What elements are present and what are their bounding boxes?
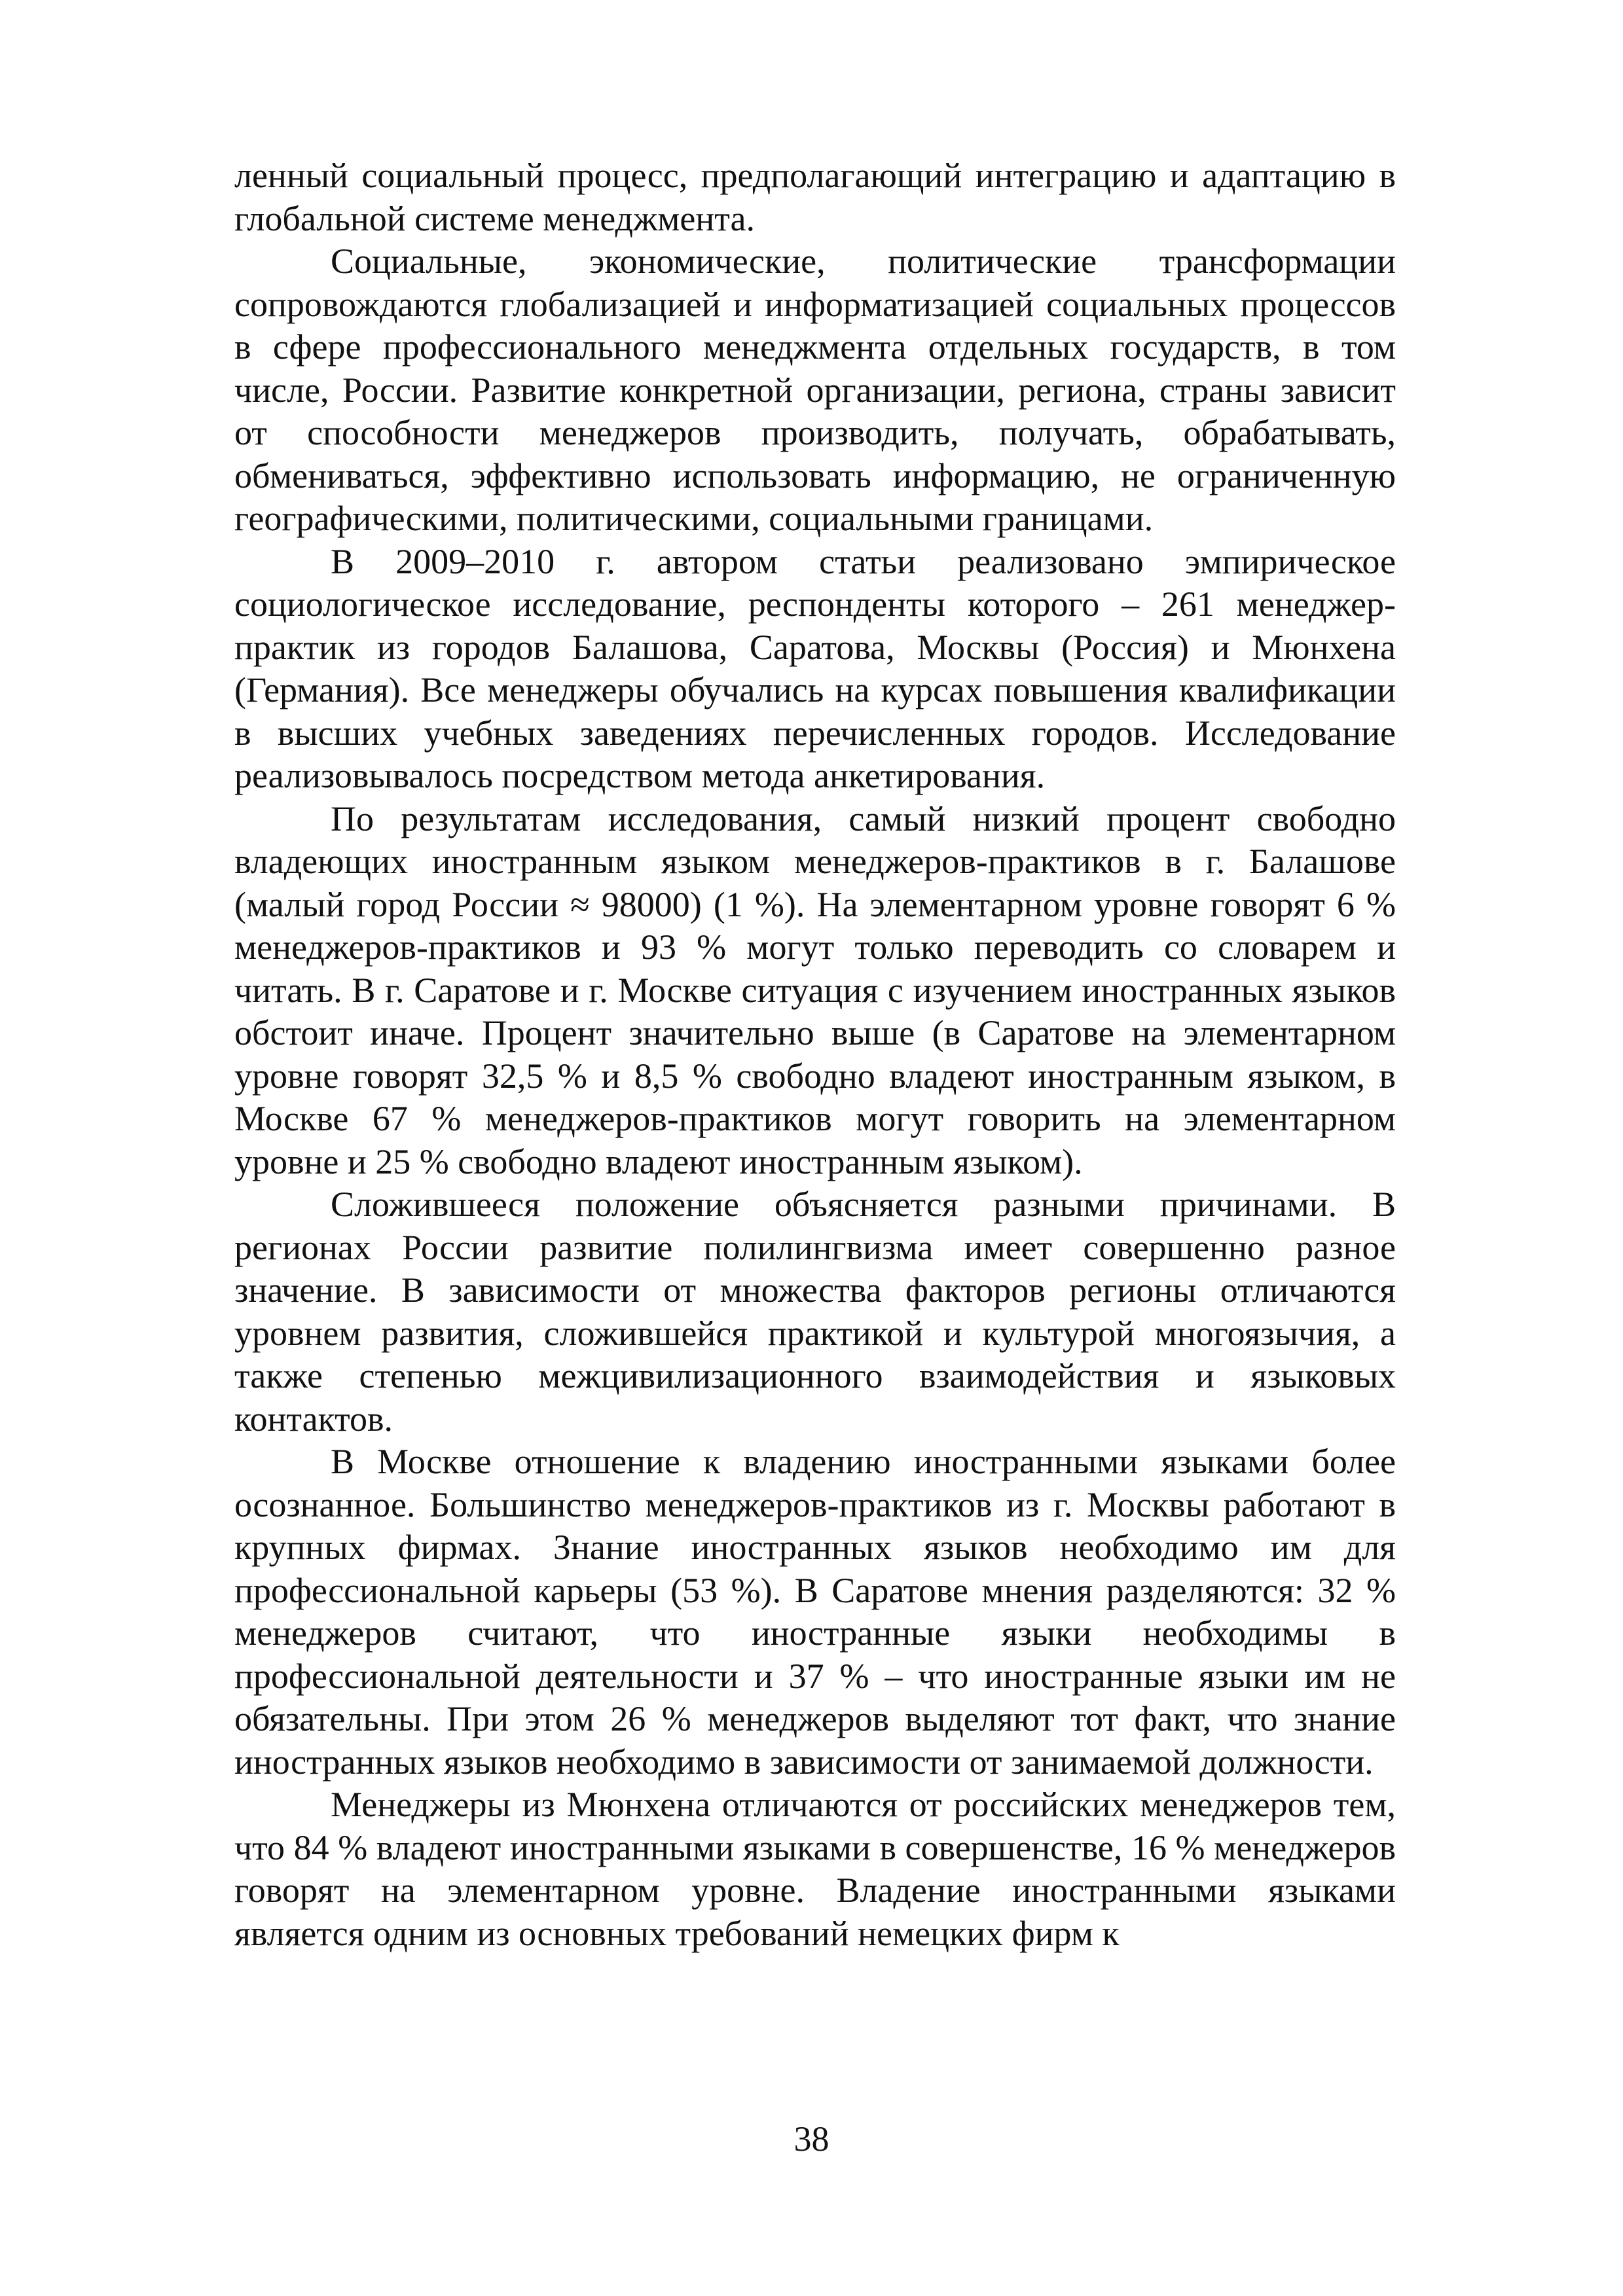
paragraph: Менеджеры из Мюнхена отличаются от российских менеджеров тем, что 84 % владеют иностранными языками в совершенстве, 16 % менеджеров говорят на элементарном уровне. Владение иностранными языками является одним из основных требований немецких фирм к [234,1785,1396,1953]
paragraph: Сложившееся положение объясняется разными причинами. В регионах России развитие полилингвизма имеет совершенно разное значение. В зависимости от множества факторов регионы отличаются уровнем развития, сложившейся практикой и культурой многоязычия, а также степенью межцивилизационного взаимодействия и языковых контактов. [234,1185,1396,1439]
paragraph: По результатам исследования, самый низкий процент свободно владеющих иностранным языком менеджеров-практиков в г. Балашове (малый город России ≈ 98000) (1 %). На элементарном уровне говорят 6 % менеджеров-практиков и 93 % могут только переводить со словарем и читать. В г. Саратове и г. Москве ситуация с изучением иностранных языков обстоит иначе. Процент значительно выше (в Саратове на элементарном уровне говорят 32,5 % и 8,5 % свободно владеют иностранным языком, в Москве 67 % менеджеров-практиков могут говорить на элементарном уровне и 25 % свободно владеют иностранным языком). [234,798,1396,1181]
paragraph-continuation: ленный социальный процесс, предполагающий интеграцию и адаптацию в глобальной системе менеджмента. [234,156,1396,238]
paragraph: Социальные, экономические, политические трансформации сопровождаются глобализацией и информатизацией социальных процессов в сфере профессионального менеджмента отдельных государств, в том числе, России. Развитие конкретной организации, региона, страны зависит от способности менеджеров производить, получать, обрабатывать, обмениваться, эффективно использовать информацию, не ограниченную географическими, политическими, социальными границами. [234,242,1396,538]
paragraph: В Москве отношение к владению иностранными языками более осознанное. Большинство менеджеров-практиков из г. Москвы работают в крупных фирмах. Знание иностранных языков необходимо им для профессиональной карьеры (53 %). В Саратове мнения разделяются: 32 % менеджеров считают, что иностранные языки необходимы в профессиональной деятельности и 37 % – что иностранные языки им не обязательны. При этом 26 % менеджеров выделяют тот факт, что знание иностранных языков необходимо в зависимости от занимаемой должности. [234,1442,1396,1782]
body-text [234,154,1396,1955]
paragraph: В 2009–2010 г. автором статьи реализовано эмпирическое социологическое исследование, респонденты которого – 261 менеджер-практик из городов Балашова, Саратова, Москвы (Россия) и Мюнхена (Германия). Все менеджеры обучались на курсах повышения квалификации в высших учебных заведениях перечисленных городов. Исследование реализовывалось посредством метода анкетирования. [234,541,1396,795]
page-number: 38 [793,2119,830,2159]
